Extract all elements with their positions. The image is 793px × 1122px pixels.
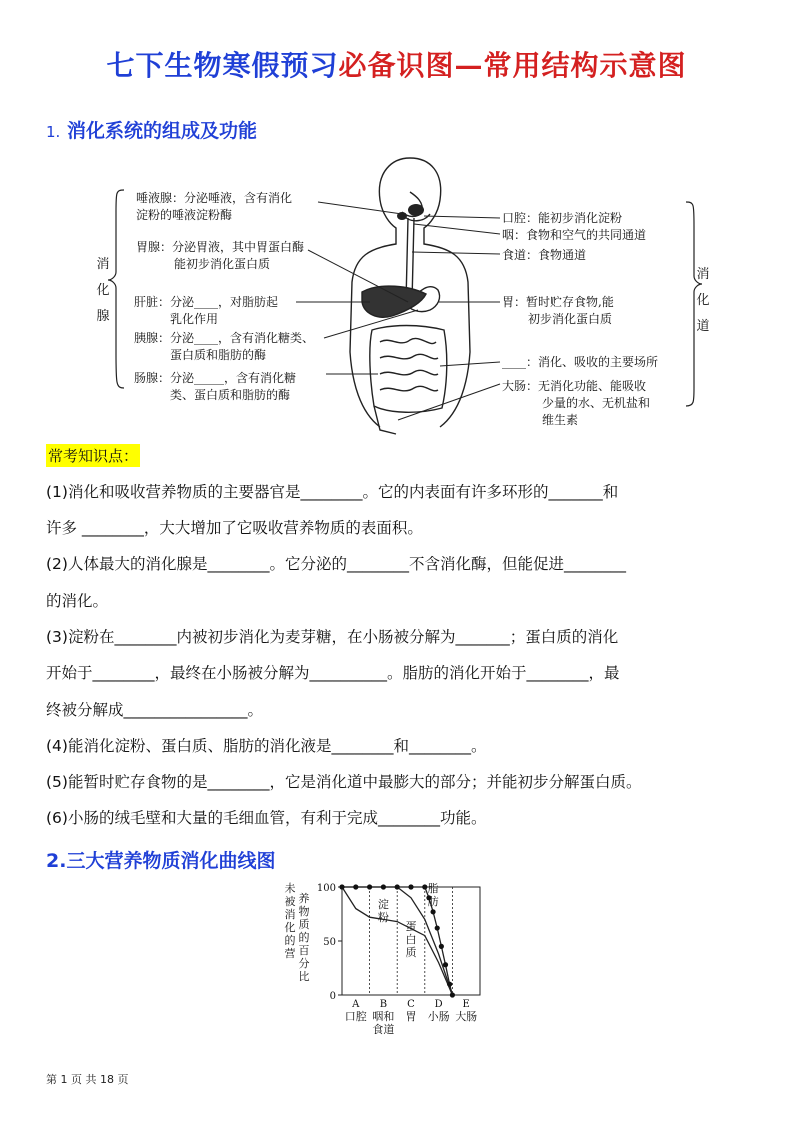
salivary-gland-label-2: 淀粉的唾液淀粉酶 <box>136 208 233 222</box>
fat-data-point <box>450 992 455 997</box>
chart-svg <box>280 880 520 1045</box>
question-line: (1)消化和吸收营养物质的主要器官是________。它的内表面有许多环形的_______和 <box>46 483 619 501</box>
fat-data-point <box>339 884 344 889</box>
series-label-char: 蛋 <box>405 920 417 933</box>
gastric-gland-label: 胃腺：分泌胃液，其中胃蛋白酶 <box>136 240 305 254</box>
y-axis-label-char: 的 <box>284 934 296 947</box>
question-line: 许多 ________，大大增加了它吸收营养物质的表面积。 <box>46 519 423 537</box>
fat-data-point <box>435 925 440 930</box>
y-axis-label-char: 被 <box>284 895 296 908</box>
question-line: (3)淀粉在________内被初步消化为麦芽糖，在小肠被分解为_______；蛋白质的消化 <box>46 628 619 646</box>
stomach-label: 胃：暂时贮存食物,能 <box>502 295 614 309</box>
gastric-gland-label-2: 能初步消化蛋白质 <box>174 257 271 271</box>
x-tick-letter: D <box>434 999 443 1010</box>
fat-data-point <box>353 884 358 889</box>
series-label-char: 淀 <box>377 898 389 911</box>
series-label-char: 粉 <box>377 911 389 924</box>
intestinal-gland-label: 肠腺：分泌_____，含有消化糖 <box>134 371 297 385</box>
question-line: (5)能暂时贮存食物的是________，它是消化道中最膨大的部分；并能初步分解蛋白质。 <box>46 773 642 791</box>
fat-data-point <box>439 944 444 949</box>
section1-heading: 1. 消化系统的组成及功能 <box>46 120 257 142</box>
question-line: 的消化。 <box>46 592 109 610</box>
digestive-system-diagram <box>80 152 720 442</box>
y-axis-label-char: 百 <box>298 944 310 957</box>
large-intestine-label: 大肠：无消化功能、能吸收 <box>502 379 647 393</box>
intestinal-gland-label-2: 类、蛋白质和脂肪的酶 <box>170 388 291 402</box>
large-intestine-label-2: 少量的水、无机盐和 <box>542 396 651 410</box>
y-tick-label: 0 <box>329 991 336 1002</box>
question-line: 终被分解成________________。 <box>46 701 264 719</box>
pancreas-label-2: 蛋白质和脂肪的酶 <box>170 348 267 362</box>
y-axis-label-char: 物 <box>298 905 310 918</box>
key-points-tag: 常考知识点： <box>46 444 140 467</box>
y-axis-label-char: 分 <box>298 957 310 970</box>
fat-data-point <box>443 962 448 967</box>
x-tick-letter: C <box>407 999 415 1010</box>
x-tick-label: 咽和 <box>372 1010 395 1023</box>
y-tick-label: 100 <box>316 883 336 894</box>
gland-group-label: 消化腺 <box>96 257 110 324</box>
y-axis-label-char: 比 <box>298 970 310 983</box>
fat-data-point <box>408 884 413 889</box>
salivary-gland-label: 唾液腺：分泌唾液，含有消化 <box>136 191 293 205</box>
x-tick-letter: E <box>462 999 470 1010</box>
fat-data-point <box>381 884 386 889</box>
liver-label-2: 乳化作用 <box>170 312 219 326</box>
x-tick-letter: B <box>379 999 388 1010</box>
y-axis-label-char: 营 <box>284 947 296 960</box>
y-axis-label-char: 养 <box>298 892 310 905</box>
fat-data-point <box>447 982 452 987</box>
stomach-label-2: 初步消化蛋白质 <box>528 312 613 326</box>
x-tick-label: 胃 <box>405 1010 417 1023</box>
question-line: 开始于________，最终在小肠被分解为__________。脂肪的消化开始于________，最 <box>46 664 620 682</box>
pancreas-label: 胰腺：分泌____，含有消化糖类、 <box>134 331 315 345</box>
y-axis-label-char: 化 <box>284 921 296 934</box>
series-label-char: 脂 <box>427 882 439 895</box>
page-footer: 第 1 页 共 18 页 <box>46 1073 129 1086</box>
large-intestine-label-3: 维生素 <box>542 413 579 427</box>
x-tick-letter: A <box>352 999 360 1010</box>
tract-group-label: 消化道 <box>696 267 710 334</box>
x-tick-label: 大肠 <box>455 1010 478 1023</box>
pharynx-label: 咽：食物和空气的共同通道 <box>502 228 647 242</box>
y-axis-label-char: 的 <box>298 931 310 944</box>
mouth-label: 口腔：能初步消化淀粉 <box>502 211 623 225</box>
fat-data-point <box>395 884 400 889</box>
x-tick-label: 食道 <box>372 1023 395 1036</box>
y-axis-label-char: 质 <box>298 918 310 931</box>
fat-data-point <box>430 909 435 914</box>
question-line: (4)能消化淀粉、蛋白质、脂肪的消化液是________和________。 <box>46 737 487 755</box>
series-label-char: 质 <box>405 946 417 959</box>
y-axis-label-char: 未 <box>284 882 296 895</box>
y-tick-label: 50 <box>323 937 336 948</box>
series-label-char: 肪 <box>427 895 439 908</box>
small-intestine-label: ____：消化、吸收的主要场所 <box>502 355 659 369</box>
digestion-curve-chart <box>280 880 520 1045</box>
question-line: (2)人体最大的消化腺是________。它分泌的________不含消化酶，但能促进________ <box>46 555 626 573</box>
y-axis-label-char: 消 <box>284 908 296 921</box>
question-line: (6)小肠的绒毛壁和大量的毛细血管，有利于完成________功能。 <box>46 809 487 827</box>
page-title: 七下生物寒假预习必备识图—常用结构示意图 <box>106 49 687 82</box>
esophagus-label: 食道：食物通道 <box>502 248 587 262</box>
series-label-char: 白 <box>405 933 417 946</box>
liver-label: 肝脏：分泌____，对脂肪起 <box>134 295 279 309</box>
fat-data-point <box>367 884 372 889</box>
section2-heading: 2.三大营养物质消化曲线图 <box>46 850 276 872</box>
x-tick-label: 口腔 <box>344 1010 367 1023</box>
x-tick-label: 小肠 <box>427 1010 450 1023</box>
